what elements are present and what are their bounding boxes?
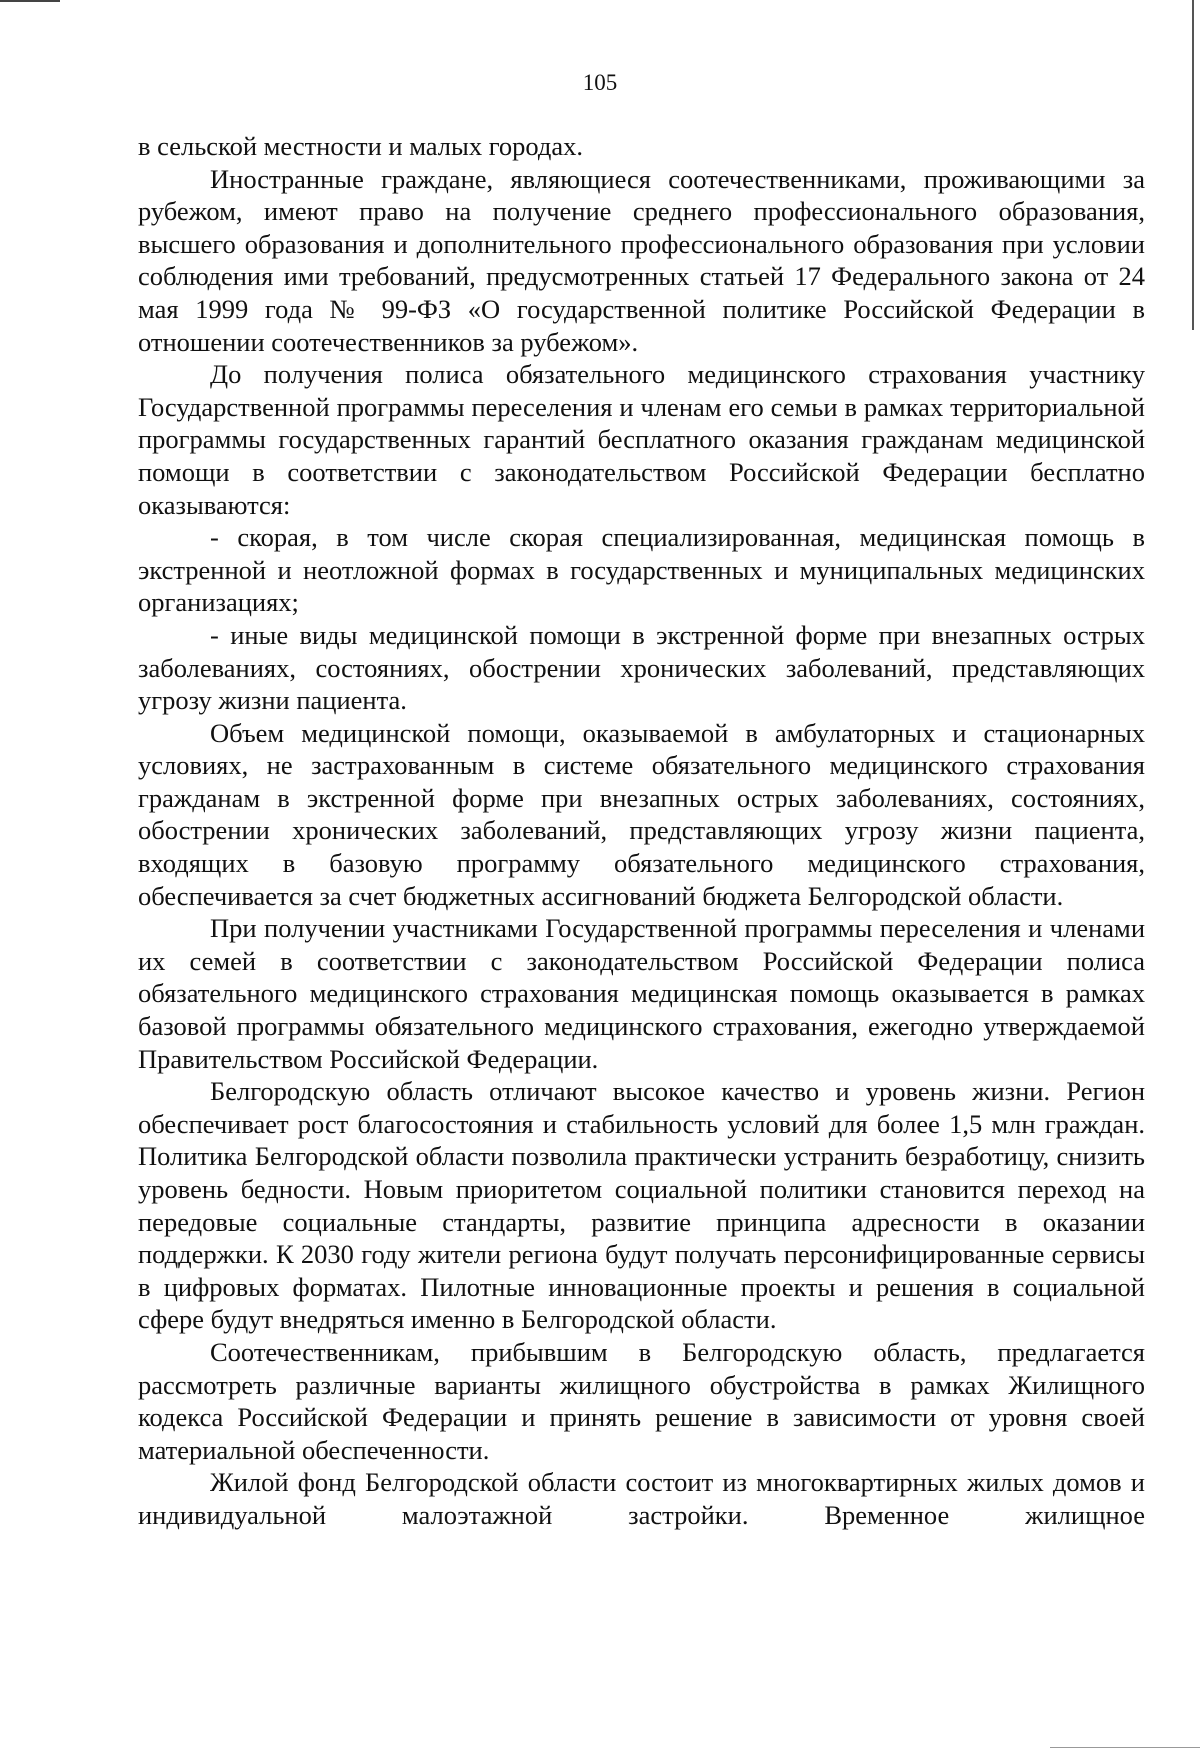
- paragraph: Соотечественникам, прибывшим в Белгородскую область, предлагается рассмотреть различные варианты жилищного обустройства в рамках Жилищного кодекса Российской Федерации и принять решение в зависимости от уровня своей материальной обеспеченности.: [138, 1336, 1145, 1465]
- scan-edge-mark: [0, 0, 60, 2]
- list-item: - скорая, в том числе скорая специализированная, медицинская помощь в экстренной и неотложной формах в государственных и муниципальных медицинских организациях;: [138, 522, 1145, 618]
- body-text: [138, 130, 1145, 1532]
- scan-edge-mark: [1192, 0, 1194, 330]
- page-number: 105: [582, 70, 618, 95]
- paragraph: Жилой фонд Белгородской области состоит из многоквартирных жилых домов и индивидуальной малоэтажной застройки. Временное жилищное: [138, 1467, 1145, 1530]
- scan-edge-mark: [1050, 1747, 1200, 1748]
- paragraph: Белгородскую область отличают высокое качество и уровень жизни. Регион обеспечивает рост благосостояния и стабильность условий для более 1,5 млн граждан. Политика Белгородской области позволила практически устранить безработицу, снизить уровень бедности. Новым приоритетом социальной политики становится переход на передовые социальные стандарты, развитие принципа адресности в оказании поддержки. К 2030 году жители региона будут получать персонифицированные сервисы в цифровых форматах. Пилотные инновационные проекты и решения в социальной сфере будут внедряться именно в Белгородской области.: [138, 1076, 1145, 1335]
- paragraph: До получения полиса обязательного медицинского страхования участнику Государственной программы переселения и членам его семьи в рамках территориальной программы государственных гарантий бесплатного оказания гражданам медицинской помощи в соответствии с законодательством Российской Федерации бесплатно оказываются:: [138, 359, 1145, 520]
- list-item: - иные виды медицинской помощи в экстренной форме при внезапных острых заболеваниях, состояниях, обострении хронических заболеваний, представляющих угрозу жизни пациента.: [138, 619, 1145, 716]
- paragraph: При получении участниками Государственной программы переселения и членами их семей в соответствии с законодательством Российской Федерации полиса обязательного медицинского страхования медицинская помощь оказывается в рамках базовой программы обязательного медицинского страхования, ежегодно утверждаемой Правительством Российской Федерации.: [138, 913, 1145, 1074]
- paragraph: в сельской местности и малых городах.: [138, 131, 584, 161]
- paragraph: Иностранные граждане, являющиеся соотечественниками, проживающими за рубежом, имеют право на получение среднего профессионального образования, высшего образования и дополнительного профессионального образования при условии соблюдения ими требований, предусмотренных статьей 17 Федерального закона от 24 мая 1999 года № 99-ФЗ «О государственной политике Российской Федерации в отношении соотечественников за рубежом».: [138, 163, 1145, 357]
- paragraph: Объем медицинской помощи, оказываемой в амбулаторных и стационарных условиях, не застрахованным в системе обязательного медицинского страхования гражданам в экстренной форме при внезапных острых заболеваниях, состояниях, обострении хронических заболеваний, представляющих угрозу жизни пациента, входящих в базовую программу обязательного медицинского страхования, обеспечивается за счет бюджетных ассигнований бюджета Белгородской области.: [138, 717, 1145, 911]
